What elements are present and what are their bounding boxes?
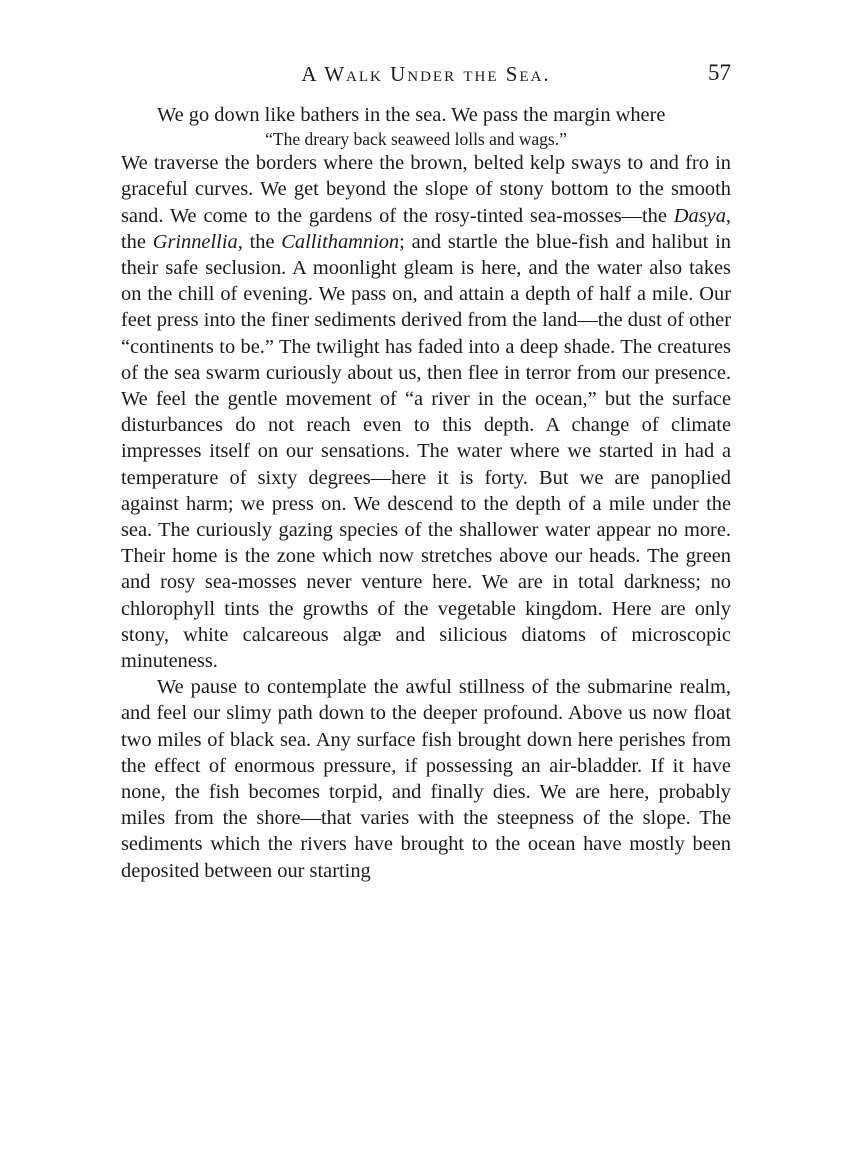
species-dasya: Dasya [673,204,726,227]
body-text [121,102,731,884]
paragraph-3: We pause to contemplate the awful stillness of the submarine realm, and feel our slimy path down to the deeper profound. Above us now float two miles of black sea. Any surface fish brought down here perishes from the effect of enormous pressure, if possessing an air-bladder. If it have none, the fish becomes torpid, and finally dies. We are here, probably miles from the shore—that varies with the steepness of the slope. The sediments which the rivers have brought to the ocean have mostly been deposited between our starting [121,676,731,882]
paragraph-2 [121,150,731,674]
paragraph-2-part-b: , the [121,204,731,253]
paragraph-2-part-c: , the [237,230,282,253]
paragraph-2-part-d: ; and startle the blue-fish and halibut in their safe seclusion. A moonlight gleam is here, and the water also takes on the chill of evening. We pass on, and attain a depth of half a mile. Our feet press into the finer sediments derived from the land—the dust of other “continents to be.” The twilight has faded into a deep shade. The creatures of the sea swarm curiously about us, then flee in terror from our presence. We feel the gentle movement of “a river in the ocean,” but the surface disturbances do not reach even to this depth. A change of climate impresses itself on our sensations. The water where we started in had a temperature of sixty degrees—here it is forty. But we are panoplied against harm; we press on. We descend to the depth of a mile under the sea. The curiously gazing species of the shallower water appear no more. Their home is the zone which now stretches above our heads. The green and rosy sea-mosses never venture here. We are in total darkness; no chlorophyll tints the growths of the vegetable kingdom. Here are only stony, white calcareous algæ and silicious diatoms of microscopic minuteness. [121,230,731,673]
species-callithamnion: Callithamnion [281,230,400,253]
running-head [121,58,731,92]
species-grinnellia: Grinnellia [152,230,238,253]
quotation: “The dreary back seaweed lolls and wags.” [265,129,567,150]
book-page [121,58,731,884]
paragraph-2-part-a: We traverse the borders where the brown, belted kelp sways to and fro in graceful curves. We get beyond the slope of stony bottom to the smooth sand. We come to the gardens of the rosy-tinted sea-mosses—the [121,152,731,227]
running-title: A Walk Under the Sea. [301,62,551,86]
page-number: 57 [708,60,731,85]
paragraph-1: We go down like bathers in the sea. We pass the margin where [157,104,666,126]
